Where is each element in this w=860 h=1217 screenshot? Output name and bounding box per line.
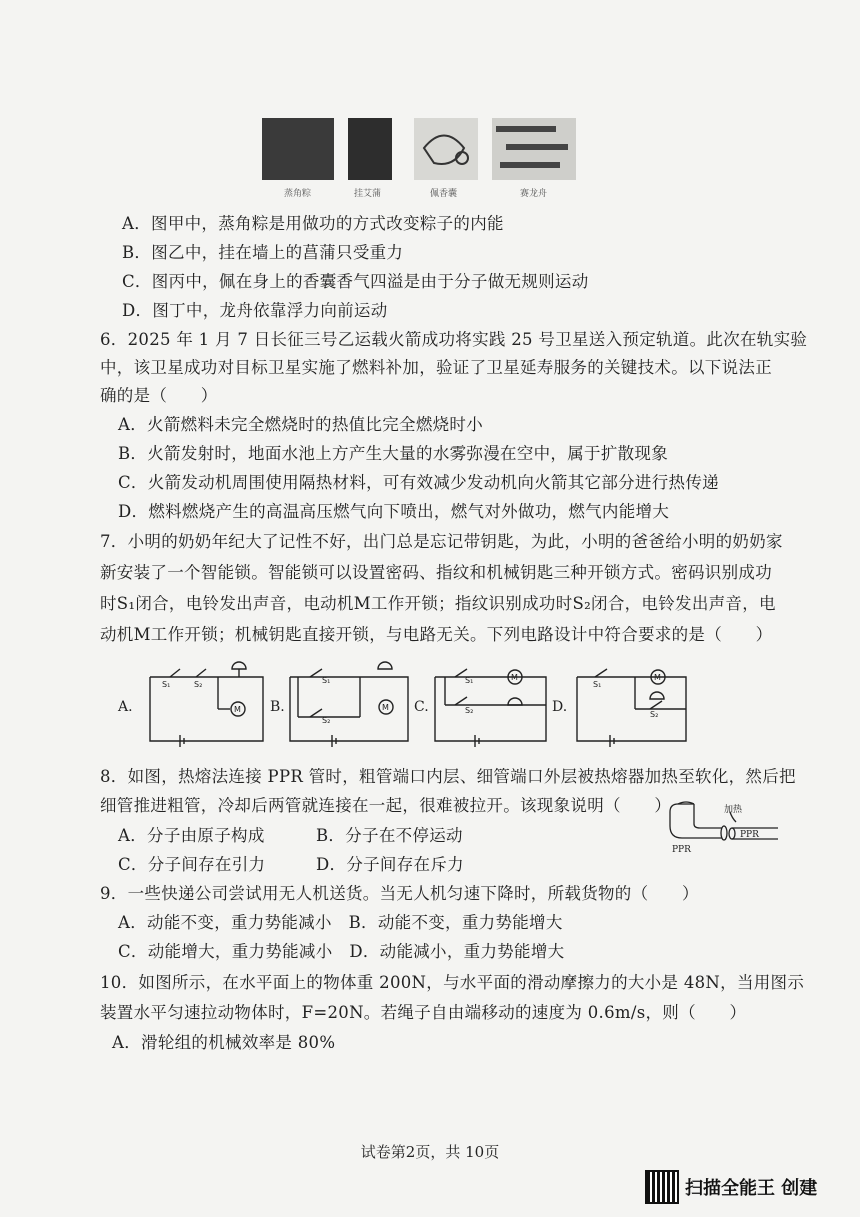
q7-motor-label: M: [234, 705, 241, 714]
photo-caption: 挂艾蒲: [354, 189, 382, 199]
q7-motor-label: M: [511, 673, 518, 682]
q5-option-a: A．图甲中，蒸角粽是用做功的方式改变粽子的内能: [122, 214, 504, 233]
q7-circuits: [110, 655, 690, 755]
q10-option-a: A．滑轮组的机械效率是 80%: [112, 1033, 336, 1052]
q5-option-b: B．图乙中，挂在墙上的菖蒲只受重力: [122, 243, 404, 262]
ppr-heat-label: 加热: [724, 805, 743, 815]
q8-option-c: C．分子间存在引力: [118, 855, 266, 874]
scanner-brand-text: 扫描全能王 创建: [685, 1178, 818, 1199]
q7-stem-line: 时S₁闭合，电铃发出声音，电动机M工作开锁；指纹识别成功时S₂闭合，电铃发出声音，电: [100, 594, 776, 613]
scanner-watermark: [645, 1170, 817, 1204]
q7-switch-label: S₁: [465, 676, 474, 685]
q6-option-a: A．火箭燃料未完全燃烧时的热值比完全燃烧时小: [118, 415, 484, 434]
q6-stem-line: 确的是（ ）: [100, 386, 218, 405]
q7-switch-label: S₂: [465, 706, 474, 715]
q7-option-label: C.: [414, 699, 429, 715]
q7-option-label: D.: [552, 699, 568, 715]
q8-option-d: D．分子间存在斥力: [316, 855, 464, 874]
q7-stem-line: 动机M工作开锁；机械钥匙直接开锁，与电路无关。下列电路设计中符合要求的是（ ）: [100, 625, 773, 644]
ppr-label-thick: PPR: [672, 845, 691, 855]
q7-option-label: B.: [270, 699, 285, 715]
q7-stem-line: 新安装了一个智能锁。智能锁可以设置密码、指纹和机械钥匙三种开锁方式。密码识别成功: [100, 563, 772, 582]
q10-stem-line: 装置水平匀速拉动物体时，F=20N。若绳子自由端移动的速度为 0.6m/s，则（ ）: [100, 1003, 747, 1022]
photo-caption: 蒸角粽: [284, 189, 312, 199]
q6-option-b: B．火箭发射时，地面水池上方产生大量的水雾弥漫在空中，属于扩散现象: [118, 444, 669, 463]
q5-option-c: C．图丙中，佩在身上的香囊香气四溢是由于分子做无规则运动: [122, 272, 589, 291]
q7-switch-label: S₁: [593, 680, 602, 689]
q7-switch-label: S₂: [650, 710, 659, 719]
q7-switch-label: S₁: [162, 680, 171, 689]
q5-option-d: D．图丁中，龙舟依靠浮力向前运动: [122, 301, 388, 320]
photo-jia: [262, 118, 334, 180]
q7-switch-label: S₂: [194, 680, 203, 689]
qr-code-icon: [645, 1170, 679, 1204]
q10-stem-line: 10．如图所示，在水平面上的物体重 200N，与水平面的滑动摩擦力的大小是 48N，当用图示: [100, 973, 805, 992]
photo-yi: [348, 118, 392, 180]
q6-stem-line: 6．2025 年 1 月 7 日长征三号乙运载火箭成功将实践 25 号卫星送入预定轨道。此次在轨实验: [100, 330, 808, 349]
photo-bing: [414, 118, 478, 180]
q7-switch-label: S₁: [322, 676, 331, 685]
q9-options-row2: C．动能增大，重力势能减小 D．动能减小，重力势能增大: [118, 942, 565, 961]
q9-options-row1: A．动能不变，重力势能减小 B．动能不变，重力势能增大: [118, 913, 563, 932]
q8-stem-line: 8．如图，热熔法连接 PPR 管时，粗管端口内层、细管端口外层被热熔器加热至软化，然后把: [100, 767, 796, 786]
q6-stem-line: 中，该卫星成功对目标卫星实施了燃料补加，验证了卫星延寿服务的关键技术。以下说法正: [100, 358, 772, 377]
q7-motor-label: M: [654, 673, 661, 682]
photo-caption: 赛龙舟: [520, 189, 548, 199]
ppr-label-thin: PPR: [740, 830, 759, 840]
festival-photos: [262, 118, 582, 200]
q9-stem: 9．一些快递公司尝试用无人机送货。当无人机匀速下降时，所载货物的（ ）: [100, 884, 699, 903]
q7-stem-line: 7．小明的奶奶年纪大了记性不好，出门总是忘记带钥匙，为此，小明的爸爸给小明的奶奶家: [100, 532, 783, 551]
q7-option-label: A.: [118, 699, 133, 715]
q8-stem-line: 细管推进粗管，冷却后两管就连接在一起，很难被拉开。该现象说明（ ）: [100, 796, 672, 815]
q8-option-b: B．分子在不停运动: [316, 826, 463, 845]
q6-option-c: C．火箭发动机周围使用隔热材料，可有效减少发动机向火箭其它部分进行热传递: [118, 473, 719, 492]
page-footer: 试卷第2页，共 10页: [360, 1143, 500, 1161]
q7-switch-label: S₂: [322, 716, 331, 725]
q6-option-d: D．燃料燃烧产生的高温高压燃气向下喷出，燃气对外做功，燃气内能增大: [118, 502, 670, 521]
ppr-pipe-figure: [660, 798, 780, 868]
q8-option-a: A．分子由原子构成: [118, 826, 265, 845]
photo-caption: 佩香囊: [430, 189, 458, 199]
photo-ding: [492, 118, 576, 180]
q7-motor-label: M: [382, 703, 389, 712]
